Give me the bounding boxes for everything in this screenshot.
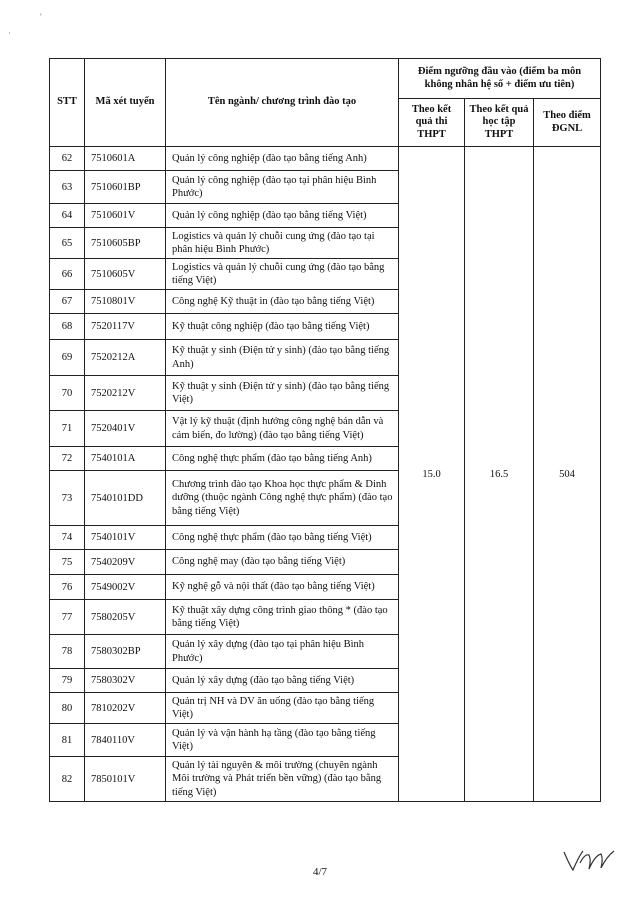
row-program-name: Quản lý công nghiệp (đào tạo bằng tiếng Việt): [166, 204, 399, 228]
row-stt: 66: [50, 259, 85, 290]
table-body: [50, 147, 601, 802]
row-admission-code: 7510601V: [85, 204, 166, 228]
row-program-name: Công nghệ Kỹ thuật in (đào tạo bằng tiếng Việt): [166, 290, 399, 314]
row-program-name: Quản lý công nghiệp (đào tạo bằng tiếng Anh): [166, 147, 399, 171]
row-program-name: Kỹ nghệ gỗ và nội thất (đào tạo bằng tiếng Việt): [166, 575, 399, 600]
row-program-name: Chương trình đào tạo Khoa học thực phẩm & Dinh dưỡng (thuộc ngành Công nghệ thực phẩm) (đào tạo bằng tiếng Việt): [166, 471, 399, 526]
row-stt: 75: [50, 550, 85, 575]
row-admission-code: 7540101A: [85, 447, 166, 471]
row-program-name: Công nghệ thực phẩm (đào tạo bằng tiếng Anh): [166, 447, 399, 471]
row-stt: 80: [50, 693, 85, 724]
row-program-name: Kỹ thuật y sinh (Điện tử y sinh) (đào tạo bằng tiếng Anh): [166, 340, 399, 376]
row-stt: 64: [50, 204, 85, 228]
row-stt: 74: [50, 526, 85, 550]
row-stt: 78: [50, 635, 85, 669]
row-admission-code: 7549002V: [85, 575, 166, 600]
header-stt: STT: [50, 59, 85, 147]
row-admission-code: 7510601BP: [85, 171, 166, 204]
row-stt: 72: [50, 447, 85, 471]
row-program-name: Kỹ thuật xây dựng công trình giao thông * (đào tạo bằng tiếng Việt): [166, 600, 399, 635]
row-admission-code: 7520117V: [85, 314, 166, 340]
admission-threshold-table: [49, 58, 601, 802]
row-admission-code: 7520212A: [85, 340, 166, 376]
row-admission-code: 7840110V: [85, 724, 166, 757]
row-admission-code: 7810202V: [85, 693, 166, 724]
row-stt: 69: [50, 340, 85, 376]
row-admission-code: 7580302V: [85, 669, 166, 693]
row-admission-code: 7510605V: [85, 259, 166, 290]
score-dgnl: 504: [534, 147, 601, 802]
row-admission-code: 7510801V: [85, 290, 166, 314]
row-program-name: Quản lý công nghiệp (đào tạo tại phân hiệu Bình Phước): [166, 171, 399, 204]
scan-dot-mark: ·: [8, 28, 11, 38]
row-program-name: Công nghệ thực phẩm (đào tạo bằng tiếng Việt): [166, 526, 399, 550]
page-number: 4/7: [312, 866, 328, 878]
row-admission-code: 7540101V: [85, 526, 166, 550]
table-header: [50, 59, 601, 147]
header-dgnl: Theo điểm ĐGNL: [534, 99, 601, 147]
header-program-name: Tên ngành/ chương trình đào tạo: [166, 59, 399, 147]
row-stt: 68: [50, 314, 85, 340]
row-stt: 71: [50, 411, 85, 447]
row-stt: 82: [50, 757, 85, 802]
score-thpt-exam: 15.0: [399, 147, 465, 802]
row-program-name: Logistics và quản lý chuỗi cung ứng (đào tạo tại phân hiệu Bình Phước): [166, 228, 399, 259]
row-stt: 63: [50, 171, 85, 204]
row-stt: 62: [50, 147, 85, 171]
header-threshold: Điểm ngưỡng đầu vào (điểm ba môn không nhân hệ số + điểm ưu tiên): [399, 59, 601, 99]
row-stt: 79: [50, 669, 85, 693]
row-program-name: Kỹ thuật công nghiệp (đào tạo bằng tiếng Việt): [166, 314, 399, 340]
header-thpt-exam: Theo kết quả thi THPT: [399, 99, 465, 147]
row-program-name: Quản lý xây dựng (đào tạo tại phân hiệu Bình Phước): [166, 635, 399, 669]
row-program-name: Vật lý kỹ thuật (định hướng công nghệ bán dẫn và cảm biến, đo lường) (đào tạo bằng tiếng Việt): [166, 411, 399, 447]
handwritten-signature: [560, 846, 616, 876]
row-admission-code: 7510601A: [85, 147, 166, 171]
header-thpt-academic: Theo kết quả học tập THPT: [465, 99, 534, 147]
header-code: Mã xét tuyển: [85, 59, 166, 147]
row-stt: 67: [50, 290, 85, 314]
row-program-name: Quản lý tài nguyên & môi trường (chuyên ngành Môi trường và Phát triển bền vững) (đào tạo bằng tiếng Việt): [166, 757, 399, 802]
row-program-name: Logistics và quản lý chuỗi cung ứng (đào tạo bằng tiếng Việt): [166, 259, 399, 290]
row-admission-code: 7850101V: [85, 757, 166, 802]
row-admission-code: 7540209V: [85, 550, 166, 575]
row-program-name: Quản lý xây dựng (đào tạo bằng tiếng Việt): [166, 669, 399, 693]
row-admission-code: 7580205V: [85, 600, 166, 635]
table-row: [50, 147, 601, 171]
row-program-name: Quản lý và vận hành hạ tầng (đào tạo bằng tiếng Việt): [166, 724, 399, 757]
row-program-name: Công nghệ may (đào tạo bằng tiếng Việt): [166, 550, 399, 575]
row-program-name: Kỹ thuật y sinh (Điện tử y sinh) (đào tạo bằng tiếng Việt): [166, 376, 399, 411]
row-program-name: Quản trị NH và DV ăn uống (đào tạo bằng tiếng Việt): [166, 693, 399, 724]
scan-tick-mark: ': [40, 12, 42, 22]
row-stt: 65: [50, 228, 85, 259]
row-admission-code: 7580302BP: [85, 635, 166, 669]
row-stt: 70: [50, 376, 85, 411]
row-stt: 81: [50, 724, 85, 757]
row-stt: 76: [50, 575, 85, 600]
row-admission-code: 7510605BP: [85, 228, 166, 259]
row-admission-code: 7520212V: [85, 376, 166, 411]
score-thpt-academic: 16.5: [465, 147, 534, 802]
row-stt: 73: [50, 471, 85, 526]
row-admission-code: 7520401V: [85, 411, 166, 447]
row-admission-code: 7540101DD: [85, 471, 166, 526]
row-stt: 77: [50, 600, 85, 635]
